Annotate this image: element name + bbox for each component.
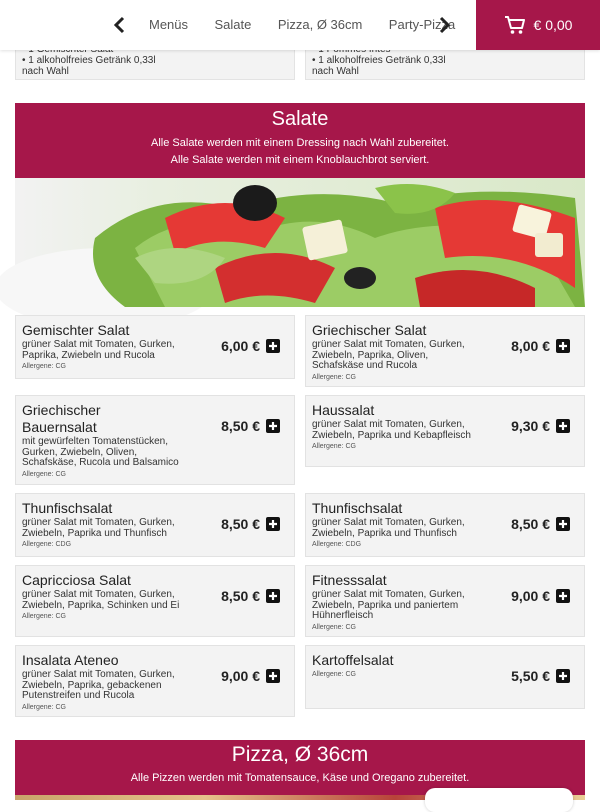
add-to-cart-button[interactable] — [266, 517, 280, 531]
item-description: grüner Salat mit Tomaten, Gurken, Zwiebeln, Paprika, Oliven, Schafskäse und Rucola — [312, 339, 465, 371]
item-price: 5,50 € — [511, 668, 550, 684]
menu-card — [305, 645, 585, 709]
item-description: grüner Salat mit Tomaten, Gurken, Zwiebeln, Paprika und Thunfisch — [312, 517, 465, 539]
plus-icon — [558, 519, 568, 529]
item-price-row — [221, 516, 280, 532]
card-line: nach Wahl — [22, 66, 69, 77]
add-to-cart-button[interactable] — [266, 419, 280, 433]
section-header-salate — [15, 103, 585, 178]
item-description: grüner Salat mit Tomaten, Gurken, Zwiebeln, Paprika und Kebapfleisch — [312, 419, 471, 441]
add-to-cart-button[interactable] — [266, 589, 280, 603]
chevron-left-icon — [112, 16, 126, 34]
menu-card — [15, 565, 295, 637]
item-price-row — [221, 338, 280, 354]
section-title: Salate — [271, 108, 329, 130]
section-header-pizza — [15, 740, 585, 795]
item-description: mit gewürfelten Tomatenstücken, Gurken, Zwiebeln, Oliven, Schafskäse, Rucola und Balsamico — [22, 436, 179, 468]
add-to-cart-button[interactable] — [556, 517, 570, 531]
plus-icon — [268, 341, 278, 351]
item-allergens: Allergene: CG — [312, 671, 356, 678]
cart-total: € 0,00 — [533, 17, 573, 33]
add-to-cart-button[interactable] — [556, 669, 570, 683]
item-name: Griechischer Bauernsalat — [22, 402, 101, 435]
item-price-row — [511, 668, 570, 684]
item-price-row — [511, 338, 570, 354]
add-to-cart-button[interactable] — [556, 419, 570, 433]
item-price-row — [511, 588, 570, 604]
chevron-right-icon — [438, 16, 452, 34]
plus-icon — [268, 591, 278, 601]
item-allergens: Allergene: CG — [22, 363, 66, 370]
item-price: 9,30 € — [511, 418, 550, 434]
item-name: Capricciosa Salat — [22, 572, 131, 588]
item-allergens: Allergene: CG — [312, 443, 356, 450]
item-allergens: Allergene: CG — [22, 470, 66, 478]
item-name: Griechischer Salat — [312, 322, 427, 338]
tab-salate[interactable]: Salate — [214, 17, 252, 32]
item-price: 9,00 € — [511, 588, 550, 604]
item-name: Haussalat — [312, 402, 375, 418]
scroll-right-button[interactable] — [433, 10, 457, 40]
add-to-cart-button[interactable] — [266, 339, 280, 353]
item-price: 8,50 € — [221, 516, 260, 532]
item-description: grüner Salat mit Tomaten, Gurken, Zwiebeln, Paprika, Schinken und Ei — [22, 589, 180, 611]
menu-card — [305, 493, 585, 557]
section-title: Pizza, Ø 36cm — [231, 743, 369, 766]
item-description: grüner Salat mit Tomaten, Gurken, Zwiebeln, Paprika, gebackenen Putenstreifen und Rucola — [22, 669, 175, 701]
card-line: • 1 alkoholfreies Getränk 0,33l — [312, 55, 446, 66]
top-nav — [0, 0, 600, 50]
item-price: 8,50 € — [221, 588, 260, 604]
add-to-cart-button[interactable] — [556, 339, 570, 353]
add-to-cart-button[interactable] — [556, 589, 570, 603]
plus-icon — [558, 671, 568, 681]
menu-card — [305, 565, 585, 637]
add-to-cart-button[interactable] — [266, 669, 280, 683]
plus-icon — [268, 671, 278, 681]
menu-card — [305, 315, 585, 387]
item-name: Gemischter Salat — [22, 322, 130, 338]
tab-pizza[interactable]: Pizza, Ø 36cm — [277, 17, 363, 32]
item-allergens: Allergene: CG — [22, 703, 66, 711]
tab-party-pizza[interactable]: Party-Pizza — [388, 17, 456, 32]
section-note: Alle Pizzen werden mit Tomatensauce, Käse und Oregano zubereitet. — [130, 772, 470, 784]
item-price-row — [221, 668, 280, 684]
plus-icon — [268, 421, 278, 431]
item-price-row — [221, 588, 280, 604]
scroll-left-button[interactable] — [107, 10, 131, 40]
item-description: grüner Salat mit Tomaten, Gurken, Zwiebeln, Paprika und Thunfisch — [22, 517, 175, 539]
cart-button[interactable] — [476, 0, 600, 50]
card-line: • 1 alkoholfreies Getränk 0,33l — [22, 55, 156, 66]
item-allergens: Allergene: CG — [312, 373, 356, 381]
item-allergens: Allergene: CDG — [312, 541, 362, 548]
item-description: grüner Salat mit Tomaten, Gurken, Zwiebeln, Paprika und paniertem Hühnerfleisch — [312, 589, 465, 621]
item-allergens: Allergene: CG — [312, 623, 356, 631]
plus-icon — [558, 341, 568, 351]
card-line: nach Wahl — [312, 66, 359, 77]
floating-panel — [425, 788, 573, 812]
menu-card — [15, 315, 295, 379]
item-description: grüner Salat mit Tomaten, Gurken, Paprika, Zwiebeln und Rucola — [22, 339, 175, 361]
salad-image — [15, 178, 585, 307]
menu-card — [15, 645, 295, 717]
section-note: Alle Salate werden mit einem Knoblauchbrot serviert. — [170, 154, 430, 166]
plus-icon — [558, 421, 568, 431]
menu-card — [305, 395, 585, 467]
item-price: 8,00 € — [511, 338, 550, 354]
item-price-row — [221, 418, 280, 434]
item-price: 9,00 € — [221, 668, 260, 684]
plus-icon — [268, 519, 278, 529]
item-price: 8,50 € — [511, 516, 550, 532]
item-name: Thunfischsalat — [22, 500, 113, 516]
menu-card — [15, 395, 295, 485]
item-name: Thunfischsalat — [312, 500, 403, 516]
plus-icon — [558, 591, 568, 601]
item-price: 8,50 € — [221, 418, 260, 434]
item-allergens: Allergene: CG — [22, 613, 66, 620]
item-price-row — [511, 418, 570, 434]
item-name: Kartoffelsalat — [312, 652, 394, 668]
category-tabs — [138, 0, 456, 50]
item-name: Fitnesssalat — [312, 572, 387, 588]
item-allergens: Allergene: CDG — [22, 541, 72, 548]
section-note: Alle Salate werden mit einem Dressing nach Wahl zubereitet. — [151, 137, 449, 149]
shopping-cart-icon — [504, 15, 526, 35]
menu-card — [15, 493, 295, 557]
item-price: 6,00 € — [221, 338, 260, 354]
tab-menus[interactable]: Menüs — [149, 17, 189, 32]
item-name: Insalata Ateneo — [22, 652, 119, 668]
item-price-row — [511, 516, 570, 532]
